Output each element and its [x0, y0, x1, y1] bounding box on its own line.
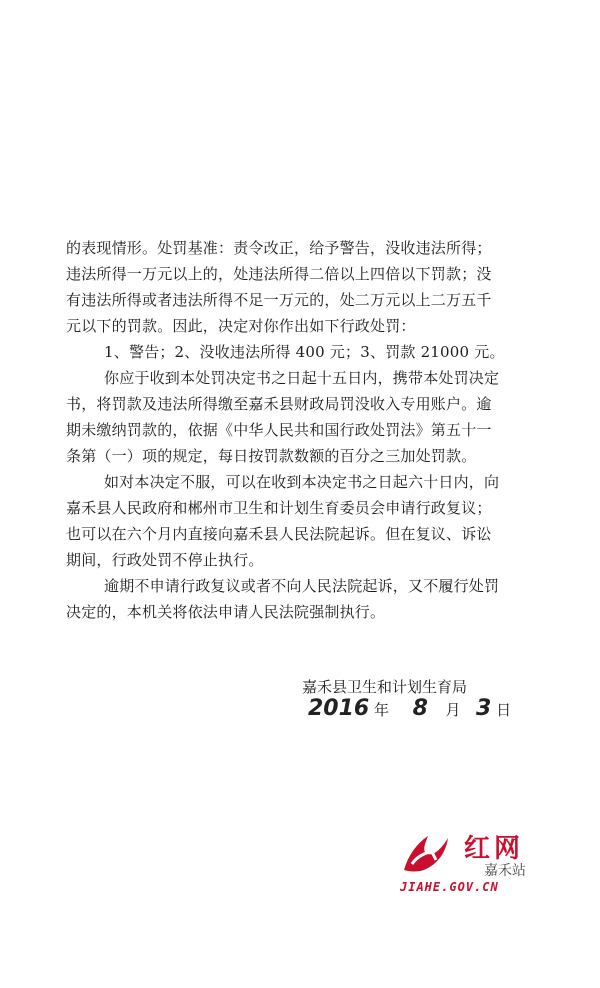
paragraph-line: 期间，行政处罚不停止执行。	[66, 551, 264, 569]
paragraph-line: 决定的，本机关将依法申请人民法院强制执行。	[66, 603, 386, 621]
paragraph-line: 嘉禾县人民政府和郴州市卫生和计划生育委员会申请行政复议；	[66, 499, 492, 517]
watermark-subtitle: 嘉禾站	[484, 863, 526, 879]
issuing-organization: 嘉禾县卫生和计划生育局	[302, 678, 468, 696]
red-net-logo-icon	[398, 830, 454, 876]
paragraph-line: 逾期不申请行政复议或者不向人民法院起诉，又不履行处罚	[104, 577, 500, 595]
month-char: 月	[445, 701, 461, 719]
watermark-url: JIAHE.GOV.CN	[400, 880, 499, 894]
handwritten-day: 3	[476, 696, 492, 721]
paragraph-line: 违法所得一万元以上的，处违法所得二倍以上四倍以下罚款；没	[66, 265, 492, 283]
signature-date	[308, 696, 511, 724]
handwritten-month: 8	[412, 696, 428, 721]
watermark-title: 红网	[464, 834, 525, 864]
handwritten-year: 2016	[308, 696, 370, 721]
year-char: 年	[374, 701, 390, 719]
paragraph-line: 如对本决定不服，可以在收到本决定书之日起六十日内，向	[104, 473, 500, 491]
watermark	[398, 826, 548, 896]
paragraph-line: 条第（一）项的规定，每日按罚款数额的百分之三加处罚款。	[66, 447, 477, 465]
paragraph-line: 也可以在六个月内直接向嘉禾县人民法院起诉。但在复议、诉讼	[66, 525, 492, 543]
paragraph-line: 的表现情形。处罚基准：责令改正，给予警告，没收违法所得；	[66, 239, 492, 257]
paragraph-line: 书，将罚款及违法所得缴至嘉禾县财政局罚没收入专用账户。逾	[66, 395, 492, 413]
day-char: 日	[496, 701, 512, 719]
paragraph-line: 元以下的罚款。因此，决定对你作出如下行政处罚：	[66, 317, 416, 335]
penalty-list-line: 1、警告；2、没收违法所得 400 元；3、罚款 21000 元。	[104, 343, 505, 361]
paragraph-line: 你应于收到本处罚决定书之日起十五日内，携带本处罚决定	[104, 369, 500, 387]
paragraph-line: 期未缴纳罚款的，依据《中华人民共和国行政处罚法》第五十一	[66, 421, 492, 439]
paragraph-line: 有违法所得或者违法所得不足一万元的，处二万元以上二万五千	[66, 291, 492, 309]
